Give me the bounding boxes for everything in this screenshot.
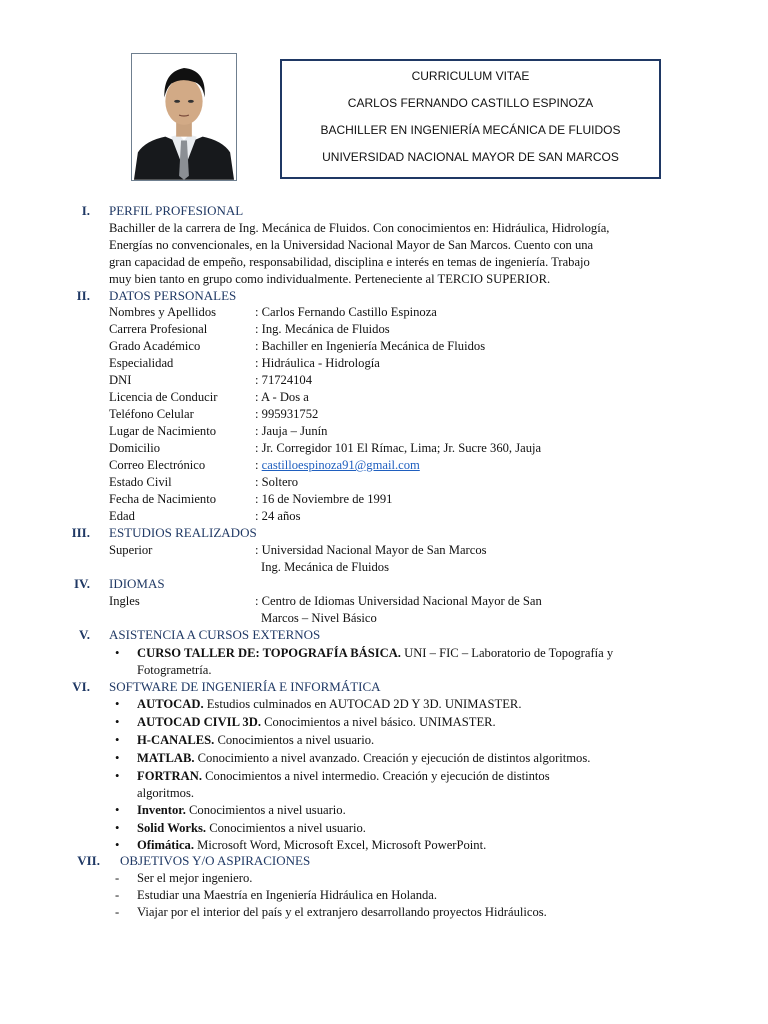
email-link[interactable]: castilloespinoza91@gmail.com — [261, 458, 420, 472]
list-item — [109, 802, 669, 819]
row-label: Licencia de Conducir — [109, 390, 218, 404]
item-title: Solid Works. — [137, 821, 207, 835]
list-item — [109, 645, 669, 679]
row-label: Fecha de Nacimiento — [109, 492, 217, 506]
item-text: Conocimiento a nivel avanzado. Creación y ejecución de distintos algoritmos. — [194, 751, 591, 765]
datos-row-lugar — [109, 424, 709, 441]
person-name: CARLOS FERNANDO CASTILLO ESPINOZA — [347, 96, 594, 110]
row-value: : Jauja – Junín — [255, 424, 328, 438]
row-value: : 16 de Noviembre de 1991 — [255, 492, 393, 506]
dash-icon: - — [115, 871, 120, 885]
paragraph-line: gran capacidad de empeño, responsabilidad, disciplina e interés en temas de ingeniería. Trabajo — [109, 255, 590, 269]
section-number: IV. — [73, 576, 90, 591]
row-label: Teléfono Celular — [109, 407, 194, 421]
datos-row-fecha-nacimiento — [109, 492, 709, 509]
datos-row-grado — [109, 339, 709, 356]
section-title: IDIOMAS — [109, 576, 165, 591]
section-number: I. — [81, 203, 90, 218]
dash-icon: - — [115, 905, 120, 919]
row-value: : Bachiller en Ingeniería Mecánica de Fluidos — [255, 339, 486, 353]
section-title: OBJETIVOS Y/O ASPIRACIONES — [120, 853, 311, 868]
item-title: Inventor. — [137, 803, 186, 817]
section-number: VII. — [77, 853, 100, 868]
row-label: Superior — [109, 543, 153, 557]
item-title: AUTOCAD. — [137, 697, 204, 711]
item-text: Conocimientos a nivel básico. UNIMASTER. — [260, 715, 496, 729]
datos-row-dni — [109, 373, 709, 390]
item-text: Estudiar una Maestría en Ingeniería Hidráulica en Holanda. — [137, 888, 438, 902]
datos-row-especialidad — [109, 356, 709, 373]
row-value: : 24 años — [255, 509, 301, 523]
section-title: ESTUDIOS REALIZADOS — [109, 525, 257, 540]
row-label: Estado Civil — [109, 475, 172, 489]
estudios-row-continued — [109, 560, 709, 577]
section-title: PERFIL PROFESIONAL — [109, 203, 244, 218]
title-box — [280, 59, 661, 179]
dash-icon: - — [115, 888, 120, 902]
item-title: H-CANALES. — [137, 733, 215, 747]
list-item — [109, 714, 669, 731]
item-title: CURSO TALLER DE: TOPOGRAFÍA BÁSICA. — [137, 646, 401, 660]
row-label: Correo Electrónico — [109, 458, 206, 472]
bullet-icon: • — [115, 715, 120, 729]
item-text: Ser el mejor ingeniero. — [137, 871, 253, 885]
profile-photo — [131, 53, 237, 181]
perfil-paragraph — [109, 220, 689, 288]
list-item — [109, 820, 669, 837]
bullet-icon: • — [115, 838, 120, 852]
bullet-icon: • — [115, 821, 120, 835]
section-heading-datos — [0, 288, 768, 305]
paragraph-line: Energías no convencionales, en la Universidad Nacional Mayor de San Marcos. Cuento con una — [109, 238, 594, 252]
row-value: : Hidráulica - Hidrología — [255, 356, 380, 370]
bullet-icon: • — [115, 697, 120, 711]
paragraph-line: muy bien tanto en grupo como individualmente. Perteneciente al TERCIO SUPERIOR. — [109, 272, 551, 286]
list-item — [109, 871, 669, 888]
estudios-row — [109, 543, 709, 560]
item-text: Estudios culminados en AUTOCAD 2D Y 3D. UNIMASTER. — [203, 697, 522, 711]
section-number: VI. — [72, 679, 90, 694]
degree-title: BACHILLER EN INGENIERÍA MECÁNICA DE FLUIDOS — [320, 123, 621, 137]
bullet-icon: • — [115, 646, 120, 660]
row-label: Ingles — [109, 594, 140, 608]
item-text: Conocimientos a nivel usuario. — [206, 821, 366, 835]
paragraph-line: Bachiller de la carrera de Ing. Mecánica de Fluidos. Con conocimientos en: Hidráulica, Hidrología, — [109, 221, 610, 235]
item-text: Viajar por el interior del país y el extranjero desarrollando proyectos Hidráulicos. — [137, 905, 547, 919]
section-heading-software — [0, 679, 768, 696]
bullet-icon: • — [115, 803, 120, 817]
datos-row-licencia — [109, 390, 709, 407]
datos-row-carrera — [109, 322, 709, 339]
datos-row-nombres — [109, 305, 709, 322]
section-title: DATOS PERSONALES — [109, 288, 237, 303]
row-value: Ing. Mecánica de Fluidos — [261, 560, 390, 574]
item-text: UNI – FIC – Laboratorio de Topografía y — [400, 646, 614, 660]
item-text: Microsoft Word, Microsoft Excel, Microsoft PowerPoint. — [194, 838, 487, 852]
bullet-icon: • — [115, 769, 120, 783]
section-number: V. — [79, 627, 90, 642]
section-heading-cursos — [0, 627, 768, 644]
item-text: Conocimientos a nivel intermedio. Creación y ejecución de distintos — [201, 769, 550, 783]
row-value: : A - Dos a — [255, 390, 309, 404]
email-prefix: : — [255, 458, 262, 472]
section-heading-idiomas — [0, 576, 768, 593]
row-value: : Ing. Mecánica de Fluidos — [255, 322, 390, 336]
list-item — [109, 750, 669, 767]
row-label: Grado Académico — [109, 339, 201, 353]
datos-row-edad — [109, 509, 709, 526]
row-label: Carrera Profesional — [109, 322, 208, 336]
item-text-continued: algoritmos. — [137, 786, 195, 800]
item-title: FORTRAN. — [137, 769, 202, 783]
row-value: : 995931752 — [255, 407, 319, 421]
list-item — [109, 696, 669, 713]
datos-row-estado-civil — [109, 475, 709, 492]
bullet-icon: • — [115, 751, 120, 765]
row-value: : Universidad Nacional Mayor de San Marcos — [255, 543, 487, 557]
idiomas-row-continued — [109, 611, 709, 628]
row-label: Especialidad — [109, 356, 174, 370]
item-text: Conocimientos a nivel usuario. — [185, 803, 346, 817]
section-number: II. — [76, 288, 90, 303]
bullet-icon: • — [115, 733, 120, 747]
item-title: AUTOCAD CIVIL 3D. — [137, 715, 261, 729]
row-value: : Carlos Fernando Castillo Espinoza — [255, 305, 437, 319]
list-item — [109, 768, 669, 802]
row-value: : 71724104 — [255, 373, 313, 387]
row-value: : Centro de Idiomas Universidad Nacional Mayor de San — [255, 594, 542, 608]
section-title: ASISTENCIA A CURSOS EXTERNOS — [109, 627, 321, 642]
row-value: : Jr. Corregidor 101 El Rímac, Lima; Jr. Sucre 360, Jauja — [255, 441, 542, 455]
datos-row-domicilio — [109, 441, 709, 458]
section-heading-estudios — [0, 525, 768, 542]
row-label: Edad — [109, 509, 135, 523]
idiomas-row — [109, 594, 709, 611]
row-value: Marcos – Nivel Básico — [261, 611, 377, 625]
item-title: MATLAB. — [137, 751, 195, 765]
item-title: Ofimática. — [137, 838, 195, 852]
row-label: Lugar de Nacimiento — [109, 424, 217, 438]
row-value — [255, 458, 420, 473]
item-text: Conocimientos a nivel usuario. — [214, 733, 375, 747]
row-label: Domicilio — [109, 441, 161, 455]
datos-row-correo — [109, 458, 709, 475]
section-number: III. — [71, 525, 90, 540]
row-value: : Soltero — [255, 475, 299, 489]
section-heading-objetivos — [0, 853, 768, 870]
row-label: Nombres y Apellidos — [109, 305, 217, 319]
university-name: UNIVERSIDAD NACIONAL MAYOR DE SAN MARCOS — [322, 150, 619, 164]
list-item — [109, 905, 669, 922]
datos-row-telefono — [109, 407, 709, 424]
list-item — [109, 732, 669, 749]
list-item — [109, 837, 669, 854]
item-text-continued: Fotogrametría. — [137, 663, 212, 677]
section-title: SOFTWARE DE INGENIERÍA E INFORMÁTICA — [109, 679, 381, 694]
section-heading-perfil — [0, 203, 768, 220]
row-label: DNI — [109, 373, 132, 387]
cv-title: CURRICULUM VITAE — [411, 69, 530, 83]
list-item — [109, 888, 669, 905]
person-portrait-icon — [132, 54, 236, 180]
